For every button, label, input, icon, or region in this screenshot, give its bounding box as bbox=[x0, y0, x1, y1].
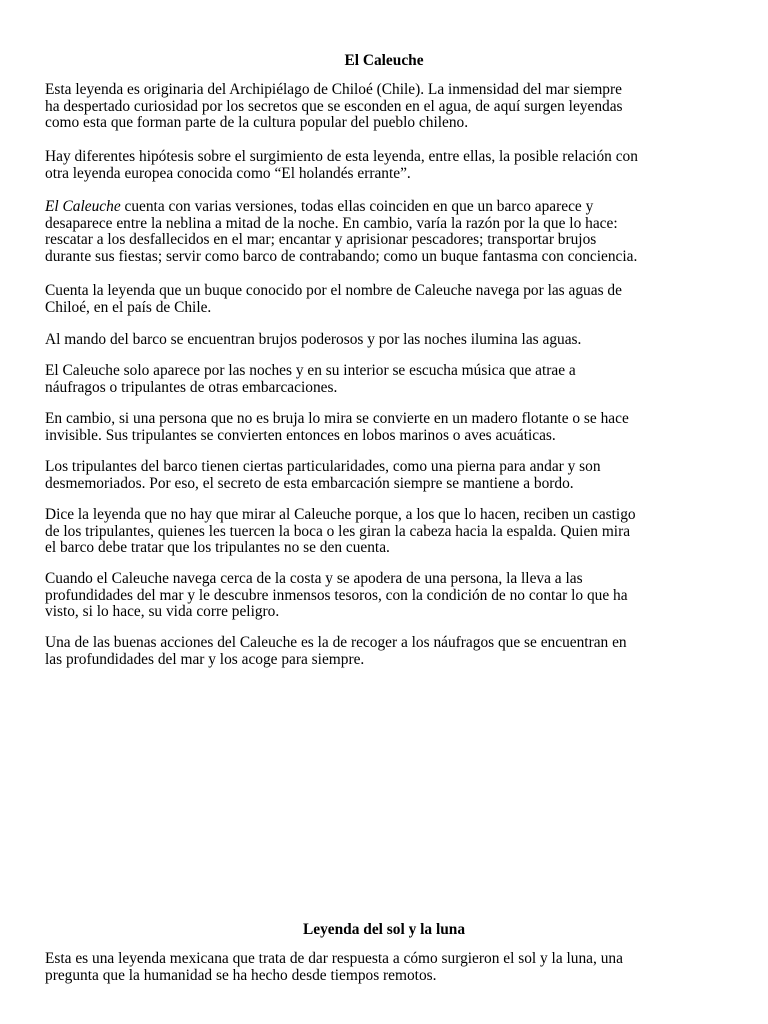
paragraph-1 bbox=[45, 82, 725, 132]
paragraph-8 bbox=[45, 459, 725, 492]
section-title-el-caleuche: El Caleuche bbox=[344, 52, 424, 69]
text-line: las profundidades del mar y los acoge para siempre. bbox=[45, 650, 365, 668]
text-line: En cambio, si una persona que no es bruja lo mira se convierte en un madero flotante o se hace bbox=[45, 410, 629, 427]
paragraph-7 bbox=[45, 411, 725, 444]
text-run: cuenta con varias versiones, todas ellas coinciden en que un barco aparece y bbox=[120, 198, 594, 215]
text-line: Esta es una leyenda mexicana que trata de dar respuesta a cómo surgieron el sol y la luna, una bbox=[45, 950, 623, 967]
text-line: otra leyenda europea conocida como “El holandés errante”. bbox=[45, 164, 411, 182]
paragraph-5 bbox=[45, 332, 725, 349]
text-line: Al mando del barco se encuentran brujos poderosos y por las noches ilumina las aguas. bbox=[45, 331, 582, 348]
paragraph-sol-luna-1 bbox=[45, 951, 725, 984]
text-line: desaparece entre la neblina a mitad de la noche. En cambio, varía la razón por la que lo hace: bbox=[45, 214, 618, 232]
paragraph-11 bbox=[45, 635, 725, 668]
text-line: Esta leyenda es originaria del Archipiélago de Chiloé (Chile). La inmensidad del mar siempre bbox=[45, 81, 622, 98]
text-line: Chiloé, en el país de Chile. bbox=[45, 298, 212, 316]
text-line: visto, si lo hace, su vida corre peligro. bbox=[45, 603, 280, 620]
text-line: Hay diferentes hipótesis sobre el surgimiento de esta leyenda, entre ellas, la posible relación con bbox=[45, 148, 638, 165]
paragraph-9 bbox=[45, 507, 725, 557]
paragraph-10 bbox=[45, 571, 725, 621]
text-line: el barco debe tratar que los tripulantes no se den cuenta. bbox=[45, 539, 390, 556]
text-line: náufragos o tripulantes de otras embarcaciones. bbox=[45, 378, 338, 396]
text-line: profundidades del mar y le descubre inmensos tesoros, con la condición de no contar lo que ha bbox=[45, 586, 628, 604]
text-line: pregunta que la humanidad se ha hecho desde tiempos remotos. bbox=[45, 966, 437, 984]
text-line: como esta que forman parte de la cultura popular del pueblo chileno. bbox=[45, 114, 469, 131]
paragraph-4 bbox=[45, 283, 725, 316]
text-line: Cuando el Caleuche navega cerca de la costa y se apodera de una persona, la lleva a las bbox=[45, 570, 583, 587]
text-line: ha despertado curiosidad por los secretos que se esconden en el agua, de aquí surgen leyendas bbox=[45, 97, 623, 115]
text-line: de los tripulantes, quienes les tuercen la boca o les giran la cabeza hacia la espalda. Quien mira bbox=[45, 522, 631, 540]
text-line: Cuenta la leyenda que un buque conocido por el nombre de Caleuche navega por las aguas de bbox=[45, 282, 622, 299]
text-line: desmemoriados. Por eso, el secreto de esta embarcación siempre se mantiene a bordo. bbox=[45, 474, 574, 492]
text-line: invisible. Sus tripulantes se convierten entonces en lobos marinos o aves acuáticas. bbox=[45, 426, 556, 444]
paragraph-2 bbox=[45, 149, 725, 182]
text-line: Dice la leyenda que no hay que mirar al Caleuche porque, a los que lo hacen, reciben un castigo bbox=[45, 506, 636, 523]
paragraph-3 bbox=[45, 199, 725, 265]
paragraph-6 bbox=[45, 363, 725, 396]
text-line: Una de las buenas acciones del Caleuche es la de recoger a los náufragos que se encuentran en bbox=[45, 634, 627, 651]
text-line: El Caleuche solo aparece por las noches y en su interior se escucha música que atrae a bbox=[45, 362, 576, 379]
text-line bbox=[45, 199, 725, 216]
italic-title: El Caleuche bbox=[45, 198, 121, 215]
text-line: rescatar a los desfallecidos en el mar; encantar y aprisionar pescadores; transportar brujos bbox=[45, 231, 597, 248]
text-line: durante sus fiestas; servir como barco de contrabando; como un buque fantasma con conciencia. bbox=[45, 247, 638, 265]
text-line: Los tripulantes del barco tienen ciertas particularidades, como una pierna para andar y son bbox=[45, 458, 601, 475]
section-title-sol-y-luna: Leyenda del sol y la luna bbox=[302, 921, 466, 938]
